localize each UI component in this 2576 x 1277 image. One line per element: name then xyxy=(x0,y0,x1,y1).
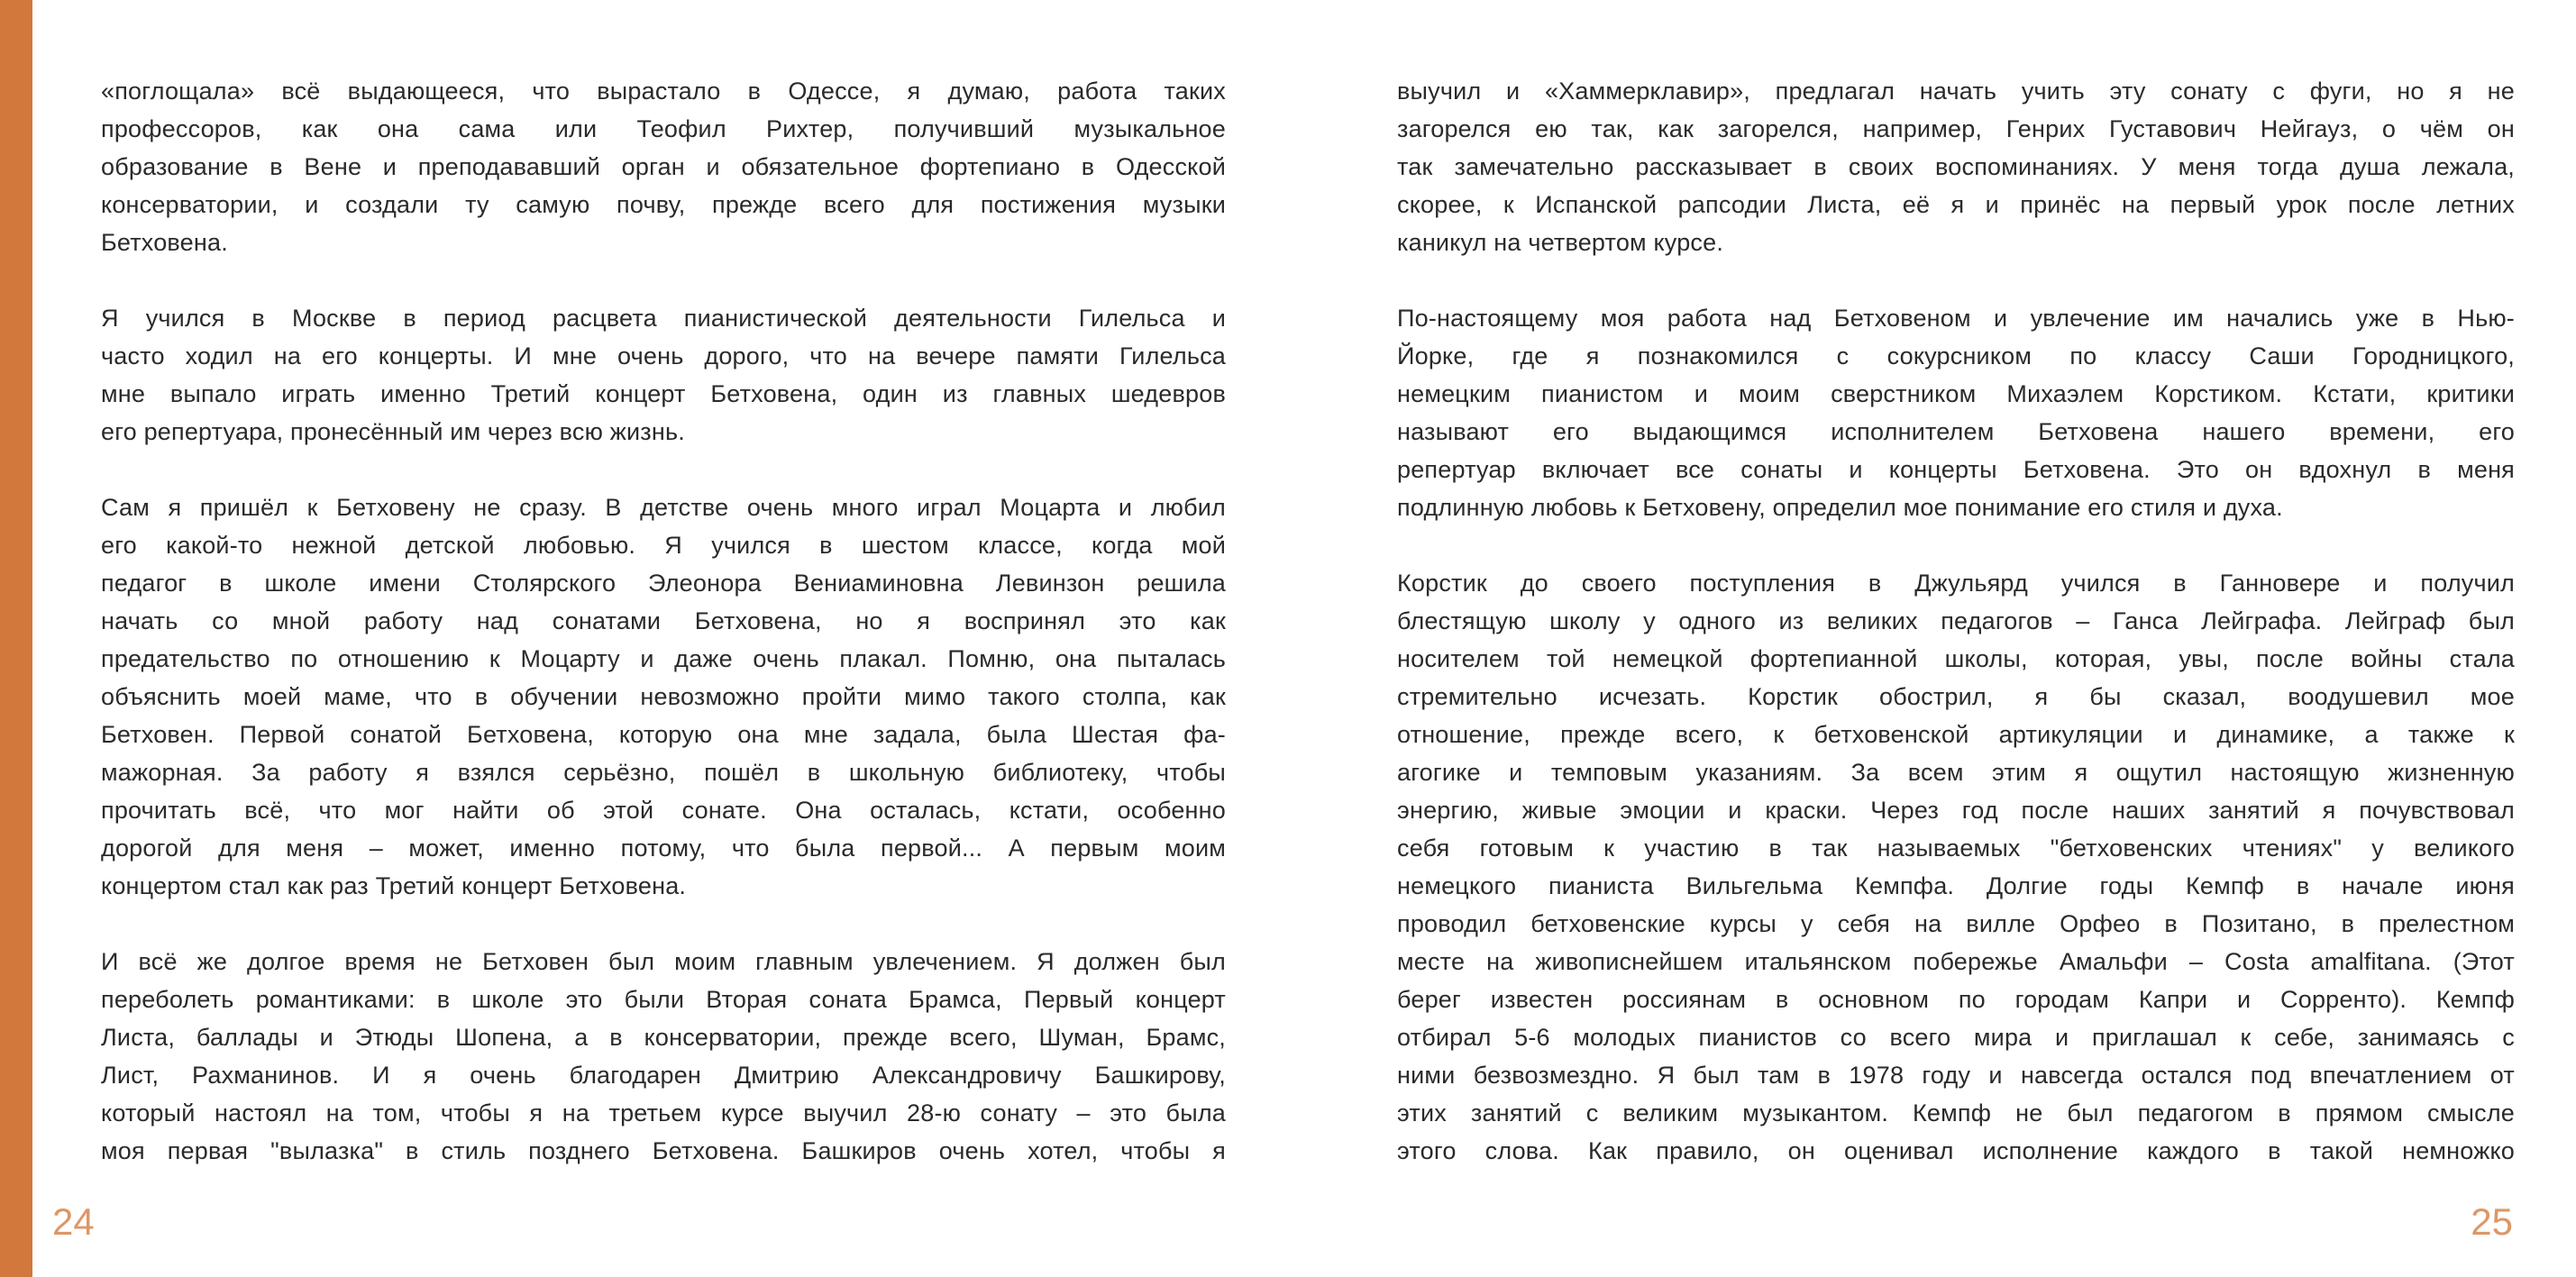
text-line: его какой-то нежной детской любовью. Я учился в шестом классе, когда мой xyxy=(101,532,1226,559)
text-line: этого слова. Как правило, он оценивал исполнение каждого в такой немножко xyxy=(1397,1137,2515,1164)
text-line: предательство по отношению к Моцарту и даже очень плакал. Помню, она пыталась xyxy=(101,645,1226,672)
text-line: месте на живописнейшем итальянском побережье Амальфи – Costa amalfitana. (Этот xyxy=(1397,948,2515,975)
text-line: часто ходил на его концерты. И мне очень дорого, что на вечере памяти Гилельса xyxy=(101,342,1226,369)
text-line: немецкого пианиста Вильгельма Кемпфа. Долгие годы Кемпф в начале июня xyxy=(1397,872,2515,899)
text-line: моя первая "вылазка" в стиль позднего Бетховена. Башкиров очень хотел, чтобы я xyxy=(101,1137,1226,1164)
text-line: «поглощала» всё выдающееся, что вырастало в Одессе, я думаю, работа таких xyxy=(101,78,1226,105)
text-line: так замечательно рассказывает в своих воспоминаниях. У меня тогда душа лежала, xyxy=(1397,153,2515,180)
page-left-text-column xyxy=(101,72,1226,1170)
text-line: носителем той немецкой фортепианной школы, которая, увы, после войны стала xyxy=(1397,645,2515,672)
text-line: себя готовым к участию в так называемых "бетховенских чтениях" у великого xyxy=(1397,835,2515,862)
text-line: репертуар включает все сонаты и концерты Бетховена. Это он вдохнул в меня xyxy=(1397,456,2515,483)
text-line: И всё же долгое время не Бетховен был моим главным увлечением. Я должен был xyxy=(101,948,1226,975)
text-line: его репертуара, пронесённый им через всю жизнь. xyxy=(101,418,685,445)
text-line: объяснить моей маме, что в обучении невозможно пройти мимо такого столпа, как xyxy=(101,683,1226,710)
text-line: По-настоящему моя работа над Бетховеном и увлечение им начались уже в Нью- xyxy=(1397,305,2515,332)
paragraph xyxy=(1397,72,2515,261)
text-line: агогике и темповым указаниям. За всем этим я ощутил настоящую жизненную xyxy=(1397,759,2515,786)
text-line: Бетховена. xyxy=(101,229,228,256)
page-number-left: 24 xyxy=(52,1200,95,1243)
text-line: образование в Вене и преподававший орган и обязательное фортепиано в Одесской xyxy=(101,153,1226,180)
text-line: концертом стал как раз Третий концерт Бетховена. xyxy=(101,872,687,899)
text-line: который настоял на том, чтобы я на третьем курсе выучил 28-ю сонату – это была xyxy=(101,1099,1226,1126)
paragraph xyxy=(101,299,1226,451)
text-line: прочитать всё, что мог найти об этой сонате. Она осталась, кстати, особенно xyxy=(101,797,1226,824)
text-line: каникул на четвертом курсе. xyxy=(1397,229,1724,256)
text-line: мне выпало играть именно Третий концерт Бетховена, один из главных шедевров xyxy=(101,380,1226,407)
text-line: загорелся ею так, как загорелся, например, Генрих Густавович Нейгауз, о чём он xyxy=(1397,115,2515,142)
text-line: берег известен россиянам в основном по городам Капри и Сорренто). Кемпф xyxy=(1397,986,2515,1013)
text-line: Листа, баллады и Этюды Шопена, а в консерватории, прежде всего, Шуман, Брамс, xyxy=(101,1024,1226,1051)
text-line: профессоров, как она сама или Теофил Рихтер, получивший музыкальное xyxy=(101,115,1226,142)
text-line: дорогой для меня – может, именно потому, что была первой... А первым моим xyxy=(101,835,1226,862)
text-line: Бетховен. Первой сонатой Бетховена, которую она мне задала, была Шестая фа- xyxy=(101,721,1226,748)
text-line: выучил и «Хаммерклавир», предлагал начать учить эту сонату с фуги, но я не xyxy=(1397,78,2515,105)
text-line: этих занятий с великим музыкантом. Кемпф не был педагогом в прямом смысле xyxy=(1397,1099,2515,1126)
text-line: подлинную любовь к Бетховену, определил мое понимание его стиля и духа. xyxy=(1397,494,2283,521)
paragraph xyxy=(101,72,1226,261)
text-line: стремительно исчезать. Корстик обострил, я бы сказал, воодушевил мое xyxy=(1397,683,2515,710)
text-line: Йорке, где я познакомился с сокурсником по классу Саши Городницкого, xyxy=(1397,342,2515,369)
text-line: немецким пианистом и моим сверстником Михаэлем Корстиком. Кстати, критики xyxy=(1397,380,2515,407)
page-right-text-column xyxy=(1397,72,2515,1170)
text-line: Я учился в Москве в период расцвета пианистической деятельности Гилельса и xyxy=(101,305,1226,332)
text-line: Сам я пришёл к Бетховену не сразу. В детстве очень много играл Моцарта и любил xyxy=(101,494,1226,521)
text-line: ними безвозмездно. Я был там в 1978 году и навсегда остался под впечатлением от xyxy=(1397,1062,2515,1089)
text-line: энергию, живые эмоции и краски. Через год после наших занятий я почувствовал xyxy=(1397,797,2515,824)
paragraph xyxy=(1397,564,2515,1170)
paragraph xyxy=(101,488,1226,905)
spine-accent-bar xyxy=(0,0,32,1277)
page-number-right: 25 xyxy=(2471,1200,2513,1243)
paragraph xyxy=(1397,299,2515,526)
text-line: Корстик до своего поступления в Джульярд учился в Ганновере и получил xyxy=(1397,570,2515,597)
text-line: переболеть романтиками: в школе это были Вторая соната Брамса, Первый концерт xyxy=(101,986,1226,1013)
paragraph xyxy=(101,943,1226,1170)
text-line: мажорная. За работу я взялся серьёзно, пошёл в школьную библиотеку, чтобы xyxy=(101,759,1226,786)
text-line: отбирал 5-6 молодых пианистов со всего мира и приглашал к себе, занимаясь с xyxy=(1397,1024,2515,1051)
text-line: скорее, к Испанской рапсодии Листа, её я и принёс на первый урок после летних xyxy=(1397,191,2515,218)
text-line: консерватории, и создали ту самую почву, прежде всего для постижения музыки xyxy=(101,191,1226,218)
text-line: проводил бетховенские курсы у себя на вилле Орфео в Позитано, в прелестном xyxy=(1397,910,2515,937)
text-line: начать со мной работу над сонатами Бетховена, но я воспринял это как xyxy=(101,607,1226,634)
text-line: блестящую школу у одного из великих педагогов – Ганса Лейграфа. Лейграф был xyxy=(1397,607,2515,634)
text-line: отношение, прежде всего, к бетховенской артикуляции и динамике, а также к xyxy=(1397,721,2515,748)
text-line: педагог в школе имени Столярского Элеонора Вениаминовна Левинзон решила xyxy=(101,570,1226,597)
text-line: Лист, Рахманинов. И я очень благодарен Дмитрию Александровичу Башкирову, xyxy=(101,1062,1226,1089)
text-line: называют его выдающимся исполнителем Бетховена нашего времени, его xyxy=(1397,418,2515,445)
